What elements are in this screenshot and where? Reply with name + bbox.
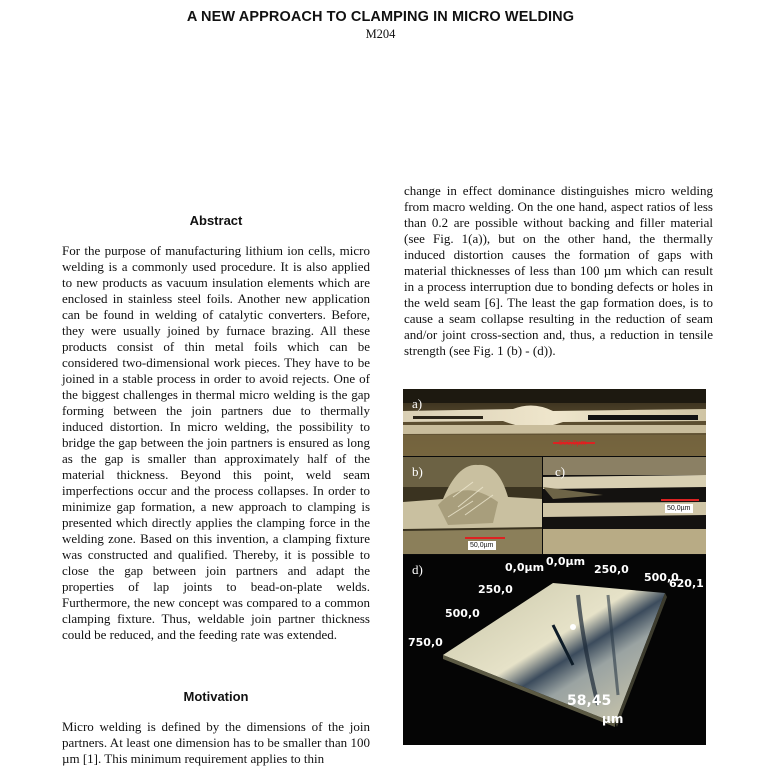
- motivation-text: Micro welding is defined by the dimensions of the join partners. At least one dimension has to be smaller than 100 µm [1]. This minimum requirement applies to thin: [62, 719, 370, 766]
- axis-label-y500: 500,0: [445, 607, 480, 620]
- axis-label-y750: 750,0: [408, 636, 443, 649]
- abstract-heading: Abstract: [189, 213, 243, 228]
- panel-c-label: c): [555, 464, 566, 479]
- body-text-right: change in effect dominance distinguishes micro welding from macro welding. On the one hand, aspect ratios of less than 0.2 are possible without backing and filler material (see Fig. 1(a)), but on the other hand, the thermally induced distortion causes the formation of gaps with material thicknesses of less than 100 µm which can result in a process interruption due to bonding defects or holes in the weld seam [6]. The least the gap formation does, is to cause a seam collapse resulting in the reduction of seam and/or joint cross-section and, thus, a reduction in tensile strength (see Fig. 1 (b) - (d)).: [404, 183, 713, 358]
- axis-label-x500: 500,0: [644, 571, 679, 584]
- figure-panel-a: [403, 389, 706, 456]
- scale-text-c: 50,0µm: [667, 505, 691, 512]
- axis-label-x620: 620,1: [669, 577, 704, 590]
- axis-label-z-unit: µm: [602, 712, 624, 726]
- panel-d-label: d): [412, 562, 423, 577]
- figure-1: [403, 389, 706, 745]
- figure-panel-b: [403, 457, 542, 554]
- scale-bar-c: [661, 499, 699, 501]
- axis-label-x0b: 0,0µm: [546, 555, 586, 568]
- paper-code: M204: [365, 27, 396, 41]
- panel-b-label: b): [412, 464, 423, 479]
- panel-a-label: a): [412, 396, 423, 411]
- axis-label-x0: 0,0µm: [505, 561, 545, 574]
- paper-title: A NEW APPROACH TO CLAMPING IN MICRO WELDING: [186, 9, 575, 25]
- figure-panel-c: [543, 457, 706, 554]
- axis-label-y250: 250,0: [478, 583, 513, 596]
- scale-bar-b: [465, 537, 505, 539]
- axis-label-x250: 250,0: [594, 563, 629, 576]
- axis-label-z: 58,45: [567, 693, 612, 709]
- micrograph-a: [403, 389, 706, 456]
- scale-text-a: 500,0µm: [559, 440, 587, 447]
- micrograph-b: [403, 457, 542, 554]
- figure-panel-d: [403, 555, 706, 745]
- motivation-heading: Motivation: [183, 689, 249, 704]
- scale-text-b: 50,0µm: [470, 542, 494, 549]
- abstract-text: For the purpose of manufacturing lithium ion cells, micro welding is a commonly used procedure. It is also applied to new products as vacuum insulation elements which are enclosed in stainless steel foils. Another new application can be found in welding of catalytic converters. Before, they were usually joined by furnace brazing. All these products consist of thin metal foils which can be considered two-dimensional work pieces. They have to be joined in a stable process in order to avoid rejects. One of the biggest challenges in thermal micro welding is the gap forming between the join partners due to thermally induced distortion. In micro welding, the possibility to bridge the gap between the join partners is ensured as long as the gap is smaller than approximately half of the material thickness. Beyond this point, weld seam imperfections occur and the process collapses. In order to minimize gap formation, a new approach to clamping is presented which directly applies the clamping force in the welding zone. Based on this invention, a clamping fixture was constructed and qualified. Thereby, it is possible to close the gap between join partners and adapt the properties of lap joints to bead-on-plate welds. Furthermore, the new concept was compared to a common clamping fixture. Thus, weldable join partner thickness could be reduced, and the feeding rate was extended.: [62, 243, 370, 642]
